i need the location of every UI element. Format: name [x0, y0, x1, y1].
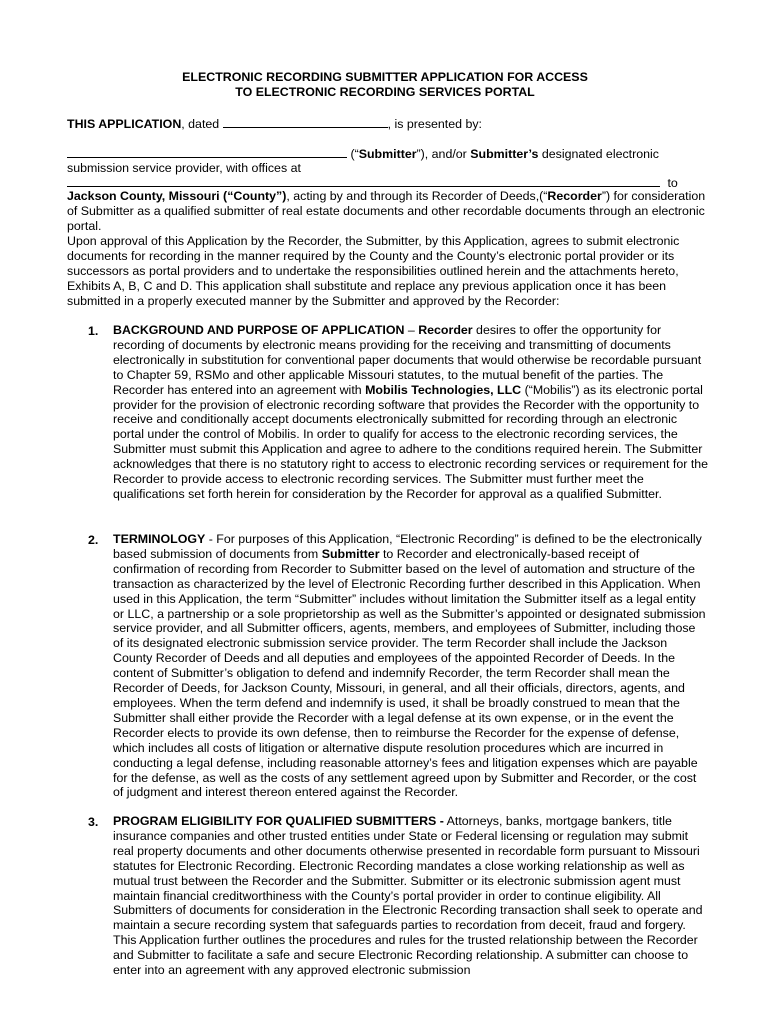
county-paragraph — [67, 189, 707, 234]
submitter-defined-term: Submitter — [358, 147, 417, 161]
section-2-heading: TERMINOLOGY — [113, 532, 206, 546]
section-1-number: 1. — [88, 324, 99, 338]
address-blank[interactable] — [67, 175, 660, 187]
section-1-company-name: Mobilis Technologies, LLC — [365, 382, 522, 397]
county-end-text: ”) for consideration of Submitter as a qualified submitter of real estate documents and other recordable documents through an electronic portal. — [67, 189, 706, 233]
section-3-text-a: Attorneys, banks, mortgage bankers, title insurance companies and other trusted entities under State or Federal licensing or regulation may submit real property documents and other documents otherwise presented in recordable form pursuant to Missouri statutes for Electronic Recording. Electronic Recording mandates a close working relationship as well as mutual trust between the Recorder and the Submitter. Submitter or its electronic submission agent must maintain financial creditworthiness with the County’s portal provider in order to continue eligibility. All Submitters of documents for consideration in the Electronic Recording transaction shall seek to operate and maintain a secure recording system that safeguards parties to recordation from deceit, fraud and forgery. This Application further outlines the procedures and rules for the trusted relationship between the Recorder and Submitter to facilitate a safe and secure Electronic Recording relationship. A submitter can choose to enter into an agreement with any approved electronic submission — [113, 814, 703, 978]
document-title-line-1: ELECTRONIC RECORDING SUBMITTER APPLICATION FOR ACCESS — [182, 70, 588, 84]
application-date-line — [67, 116, 482, 131]
section-3-paragraph — [113, 814, 709, 978]
section-3-heading: PROGRAM ELIGIBILITY FOR QUALIFIED SUBMITTERS - — [113, 814, 444, 828]
submitter-line — [67, 146, 659, 161]
county-defined-term: Jackson County, Missouri (“County”) — [67, 189, 287, 203]
recorder-defined-term: Recorder — [547, 189, 602, 203]
address-line — [67, 175, 678, 190]
section-2-paragraph — [113, 532, 709, 800]
section-1-text-a: desires to offer the opportunity for recording of documents by electronic means providing for the receiving and transmitting of documents electronically in substitution for conventional paper documents that would otherwise be recordable pursuant to Chapter 59, RSMo and other applicable Missouri statutes, to the mutual benefit of the parties. The Recorder has entered into an agreement with — [113, 323, 702, 397]
document-title-line-2: TO ELECTRONIC RECORDING SERVICES PORTAL — [235, 85, 535, 99]
section-2-text-b: to Recorder and electronically-based receipt of confirmation of recording from Recorder to Submitter based on the level of automation and structure of the transaction as characterized by the level of Electronic Recording further described in this Application. When used in this Application, the term “Submitter” includes without limitation the Submitter itself as a legal entity or LLC, a partnership or a sole proprietorship as well as the Submitter’s appointed or designated submission service provider, and all Submitter officers, agents, members, and employees of Submitter, including those of its designated electronic submission service provider. The term Recorder shall include the Jackson County Recorder of Deeds and all deputies and employees of the appointed Recorder of Deeds. In the content of Submitter’s obligation to defend and indemnify Recorder, the term Recorder shall mean the Recorder of Deeds, for Jackson County, Missouri, in general, and all their officials, directors, agents, and employees. When the term defend and indemnify is used, it shall be broadly construed to mean that the Submitter shall either provide the Recorder with a legal defense at its own expense, or in the event the Recorder elects to provide its own defense, then to reimburse the Recorder for the expense of defense, which includes all costs of litigation or alternative dispute resolution procedures which are incurred in conducting a legal defense, including reasonable attorney’s fees and litigation expenses which are payable for the defense, as well as the costs of any settlement agreed upon by Submitter and Recorder, or the cost of judgment and interest thereon entered against the Recorder. — [113, 546, 706, 800]
section-2-submitter-term: Submitter — [321, 546, 380, 561]
section-2-number: 2. — [88, 533, 99, 547]
this-application-label: THIS APPLICATION — [67, 117, 182, 131]
submitter-end-text: designated electronic — [538, 147, 659, 161]
presented-by-label: , is presented by: — [387, 117, 482, 131]
county-mid-text: , acting by and through its Recorder of Deeds,(“ — [286, 189, 548, 203]
to-label: to — [667, 176, 678, 190]
dated-label: , dated — [181, 117, 220, 131]
section-1-text-b: (“Mobilis”) as its electronic portal provider for the provision of electronic recording software that provides the Recorder with the opportunity to receive and conditionally accept documents electronically submitted for recording through an electronic portal under the control of Mobilis. In order to qualify for access to the electronic recording services, the Submitter must submit this Application and agree to adhere to the conditions required herein. The Submitter acknowledges that there is no statutory right to access to electronic recording services or requirement for the Recorder to provide access to electronic recording services. The Submitter must further meet the qualifications set forth herein for consideration by the Recorder for approval as a qualified Submitter. — [113, 382, 709, 501]
submitters-term: Submitter’s — [470, 147, 539, 161]
submitter-mid-text: ”), and/or — [416, 147, 471, 161]
section-1-heading: BACKGROUND AND PURPOSE OF APPLICATION — [113, 323, 405, 337]
offices-line: submission service provider, with offices at — [67, 161, 301, 175]
submitter-open-text: (“ — [347, 147, 359, 161]
section-1-paragraph — [113, 323, 709, 502]
upon-approval-paragraph: Upon approval of this Application by the Recorder, the Submitter, by this Application, agrees to submit electronic documents for recording in the manner required by the County and the County’s electronic portal provider or its successors as portal providers and to undertake the responsibilities outlined herein and the attachments hereto, Exhibits A, B, C and D. This application shall substitute and replace any previous application once it has been submitted in a properly executed manner by the Submitter and approved by the Recorder: — [67, 234, 680, 308]
section-3-number: 3. — [88, 815, 99, 829]
submitter-name-blank[interactable] — [67, 146, 347, 158]
section-2-text-a: - For purposes of this Application, “Electronic Recording” is defined to be the electronically based submission of documents from — [113, 532, 702, 561]
date-blank[interactable] — [223, 116, 388, 128]
section-1-recorder-term: Recorder — [418, 323, 473, 337]
section-1-dash: – — [404, 323, 419, 337]
